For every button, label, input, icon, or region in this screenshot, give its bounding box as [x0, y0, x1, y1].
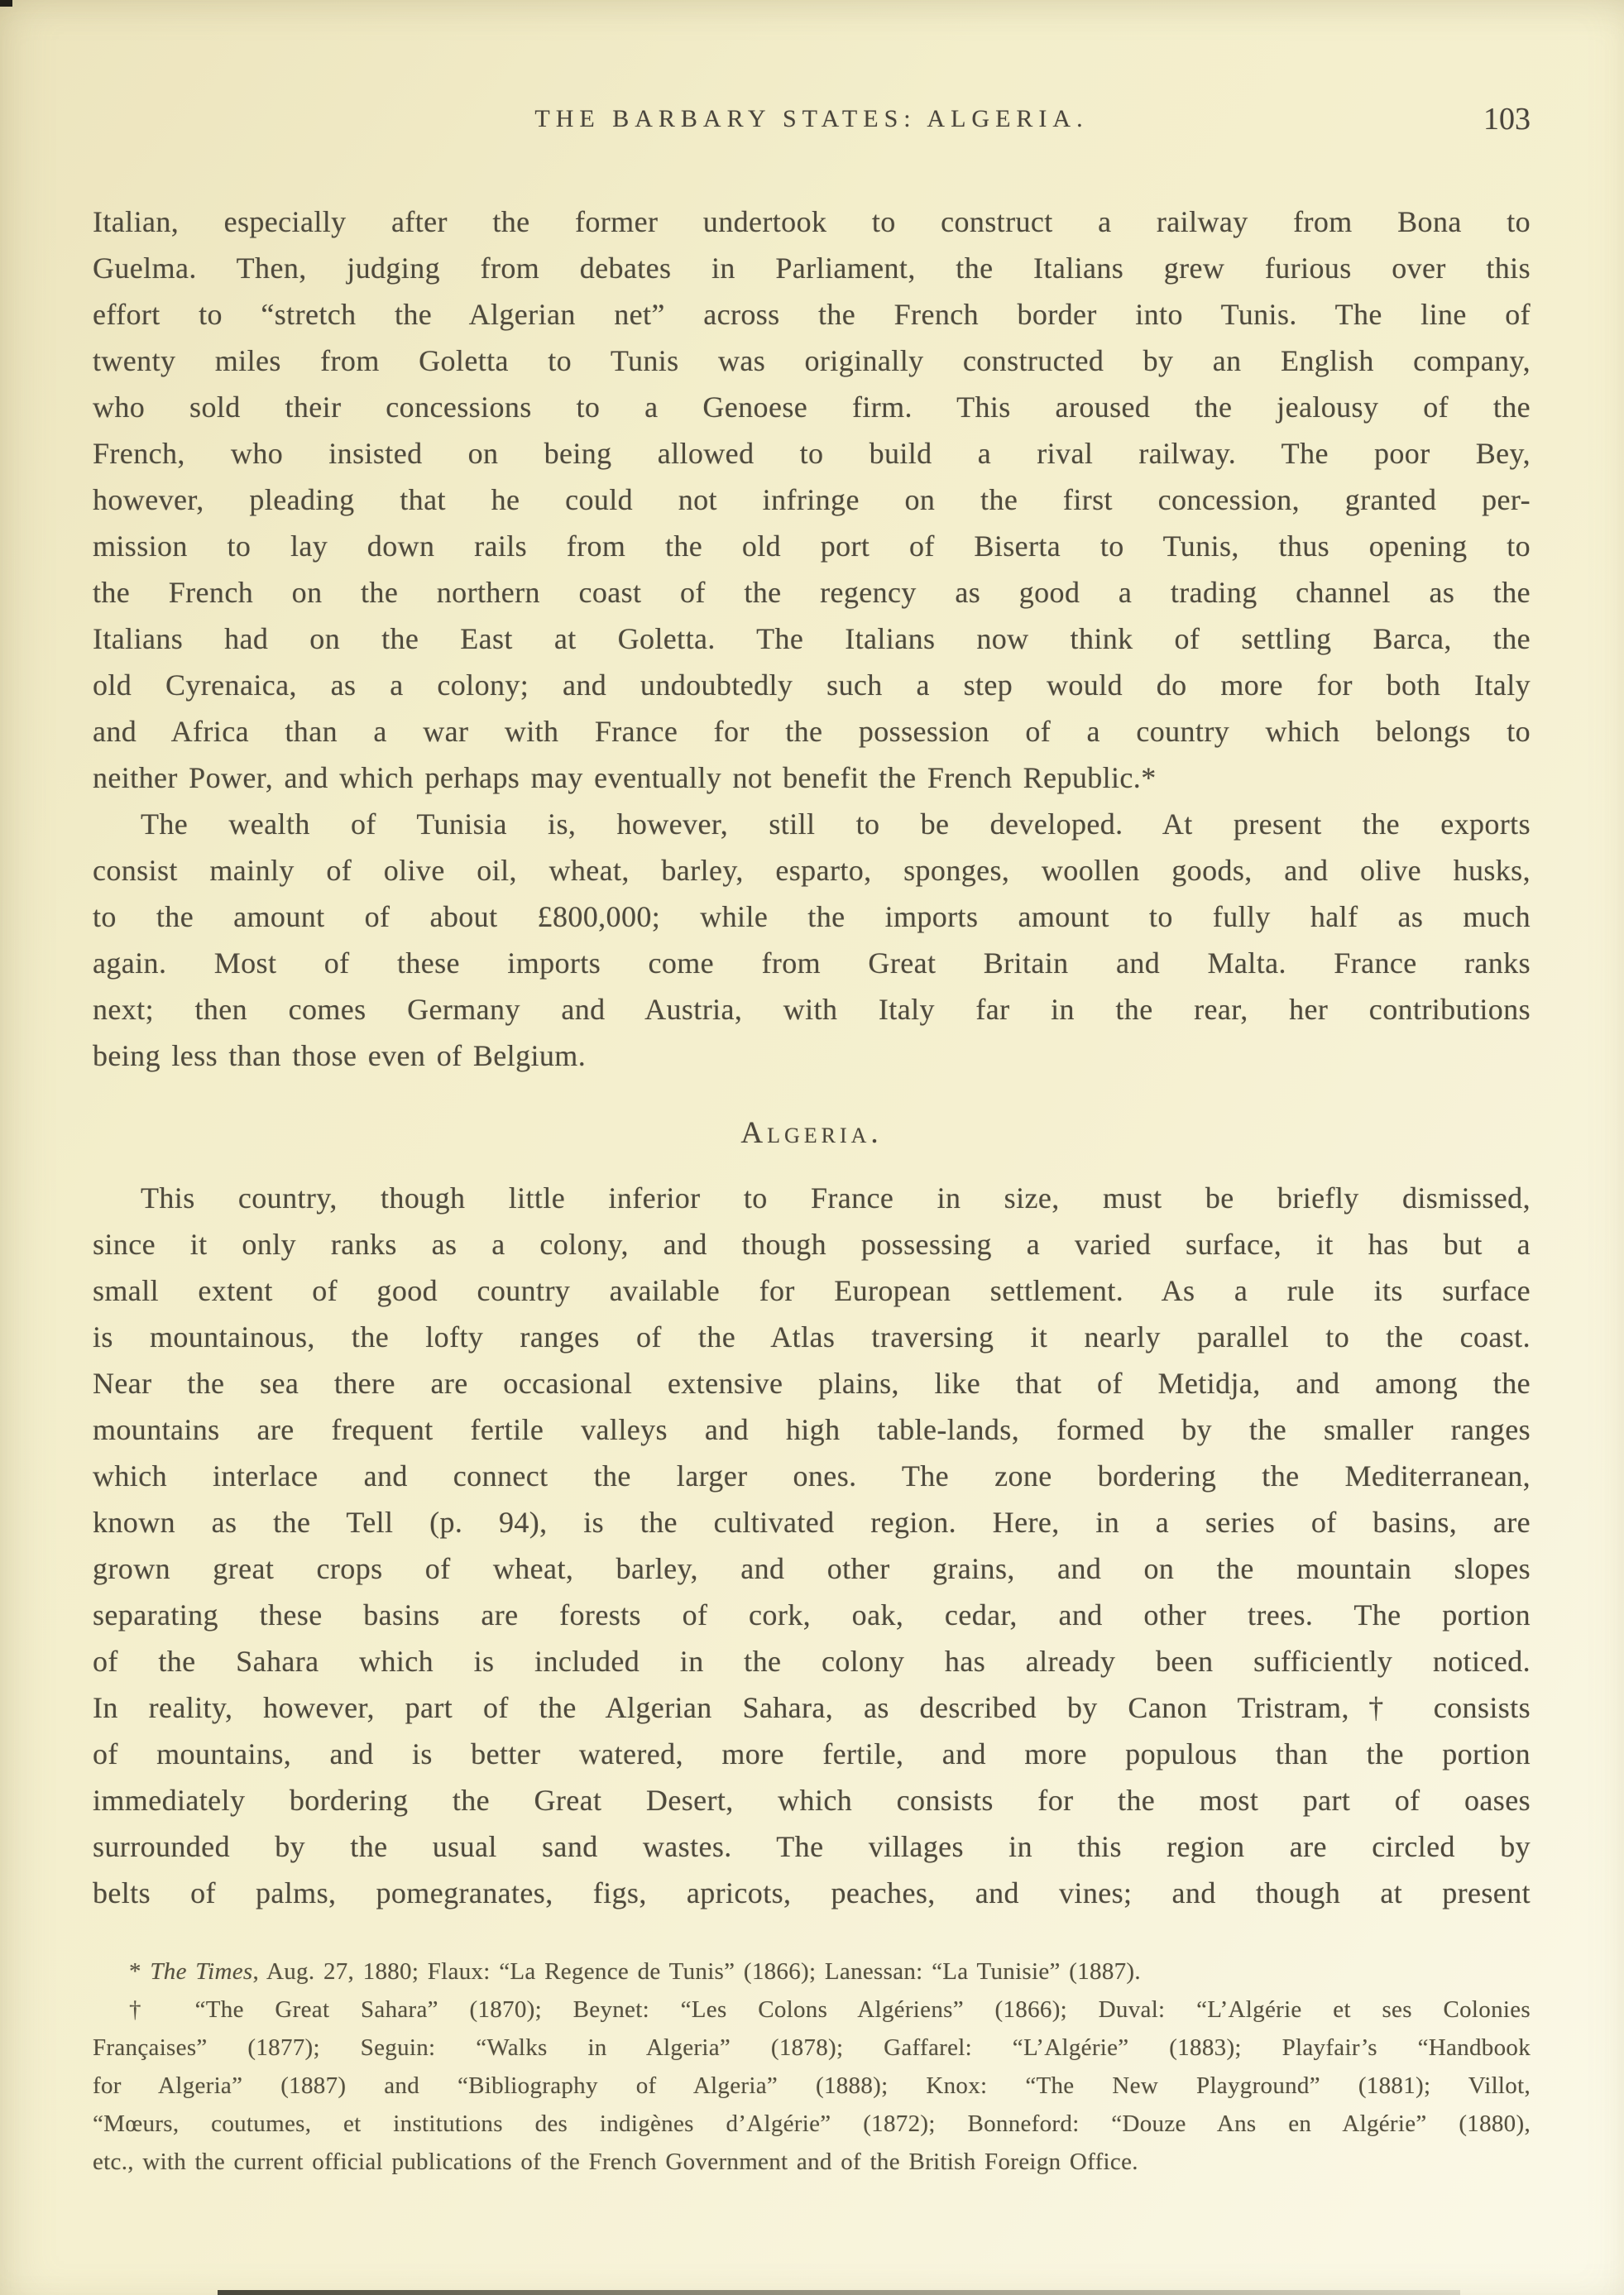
page-number: 103: [1483, 102, 1531, 137]
text-line: This country, though little inferior to France in size, must be briefly dismissed,: [141, 1181, 1531, 1215]
text-line: Italians had on the East at Goletta. The Italians now think of settling Barca, the: [93, 622, 1531, 655]
footnote-line: for Algeria” (1887) and “Bibliography of Algeria” (1888); Knox: “The New Playground” (1881); Villot,: [93, 2072, 1531, 2099]
paragraph-group-algeria: [93, 1175, 1531, 1916]
text-line: next; then comes Germany and Austria, with Italy far in the rear, her contributions: [93, 993, 1531, 1026]
footnote-line: Françaises” (1877); Seguin: “Walks in Algeria” (1878); Gaffarel: “L’Algérie” (1883); Playfair’s “Handbook: [93, 2034, 1531, 2061]
text-line: however, pleading that he could not infringe on the first concession, granted per-: [93, 483, 1531, 516]
text-line: who sold their concessions to a Genoese firm. This aroused the jealousy of the: [93, 390, 1531, 424]
text-line: separating these basins are forests of cork, oak, cedar, and other trees. The portion: [93, 1598, 1531, 1631]
text-line: In reality, however, part of the Algerian Sahara, as described by Canon Tristram,† consists: [93, 1691, 1531, 1724]
text-line: neither Power, and which perhaps may eventually not benefit the French Republic.*: [93, 761, 1157, 794]
text-line: immediately bordering the Great Desert, which consists for the most part of oases: [93, 1784, 1531, 1817]
text-line: Guelma. Then, judging from debates in Parliament, the Italians grew furious over this: [93, 252, 1531, 285]
text-line: belts of palms, pomegranates, figs, apricots, peaches, and vines; and though at present: [93, 1876, 1531, 1909]
text-line: Italian, especially after the former undertook to construct a railway from Bona to: [93, 205, 1531, 238]
text-line: mountains are frequent fertile valleys and high table-lands, formed by the smaller ranges: [93, 1413, 1531, 1446]
text-line: being less than those even of Belgium.: [93, 1039, 587, 1072]
footnotes: [93, 1952, 1531, 2181]
running-head: [93, 101, 1531, 137]
scan-edge-artifact: [218, 2290, 1460, 2295]
footnote-line: “Mœurs, coutumes, et institutions des indigènes d’Algérie” (1872); Bonneford: “Douze Ans en Algérie” (1880),: [93, 2111, 1531, 2137]
footnote-line: * The Times, Aug. 27, 1880; Flaux: “La Regence de Tunis” (1866); Lanessan: “La Tunisie” (1887).: [129, 1958, 1141, 1985]
text-line: of mountains, and is better watered, more fertile, and more populous than the portion: [93, 1737, 1531, 1770]
text-line: which interlace and connect the larger ones. The zone bordering the Mediterranean,: [93, 1459, 1531, 1492]
running-title: THE BARBARY STATES: ALGERIA.: [534, 105, 1089, 132]
text-line: of the Sahara which is included in the colony has already been sufficiently noticed.: [93, 1645, 1531, 1678]
paragraph: [93, 1175, 1531, 1916]
text-line: The wealth of Tunisia is, however, still to be developed. At present the exports: [141, 807, 1531, 841]
paragraph: [93, 1952, 1531, 1991]
text-line: to the amount of about £800,000; while the imports amount to fully half as much: [93, 900, 1531, 933]
footnote-line: etc., with the current official publications of the French Government and of the British Foreign Office.: [93, 2149, 1138, 2175]
body-text: [93, 199, 1531, 1916]
text-line: twenty miles from Goletta to Tunis was originally constructed by an English company,: [93, 344, 1531, 377]
paragraph: [93, 1991, 1531, 2181]
text-line: again. Most of these imports come from Great Britain and Malta. France ranks: [93, 946, 1531, 980]
section-heading: Algeria.: [740, 1116, 883, 1150]
paragraph: [93, 801, 1531, 1079]
text-line: old Cyrenaica, as a colony; and undoubtedly such a step would do more for both Italy: [93, 668, 1531, 702]
text-line: consist mainly of olive oil, wheat, barley, esparto, sponges, woollen goods, and olive husks,: [93, 854, 1531, 887]
text-line: known as the Tell (p. 94), is the cultivated region. Here, in a series of basins, are: [93, 1506, 1531, 1539]
text-line: since it only ranks as a colony, and though possessing a varied surface, it has but a: [93, 1228, 1531, 1261]
text-line: effort to “stretch the Algerian net” across the French border into Tunis. The line of: [93, 298, 1531, 331]
paragraph-group-tunisia: [93, 199, 1531, 1079]
paragraph: [93, 199, 1531, 801]
text-line: surrounded by the usual sand wastes. The villages in this region are circled by: [93, 1830, 1531, 1863]
text-line: is mountainous, the lofty ranges of the Atlas traversing it nearly parallel to the coast.: [93, 1320, 1531, 1354]
text-line: mission to lay down rails from the old port of Biserta to Tunis, thus opening to: [93, 529, 1531, 563]
text-line: French, who insisted on being allowed to build a rival railway. The poor Bey,: [93, 437, 1531, 470]
text-line: Near the sea there are occasional extensive plains, like that of Metidja, and among the: [93, 1367, 1531, 1400]
footnote-line: † “The Great Sahara” (1870); Beynet: “Les Colons Algériens” (1866); Duval: “L’Algérie et ses Colonies: [129, 1996, 1531, 2023]
text-line: and Africa than a war with France for the possession of a country which belongs to: [93, 715, 1531, 748]
text-line: the French on the northern coast of the regency as good a trading channel as the: [93, 576, 1531, 609]
text-line: small extent of good country available for European settlement. As a rule its surface: [93, 1274, 1531, 1307]
text-line: grown great crops of wheat, barley, and other grains, and on the mountain slopes: [93, 1552, 1531, 1585]
